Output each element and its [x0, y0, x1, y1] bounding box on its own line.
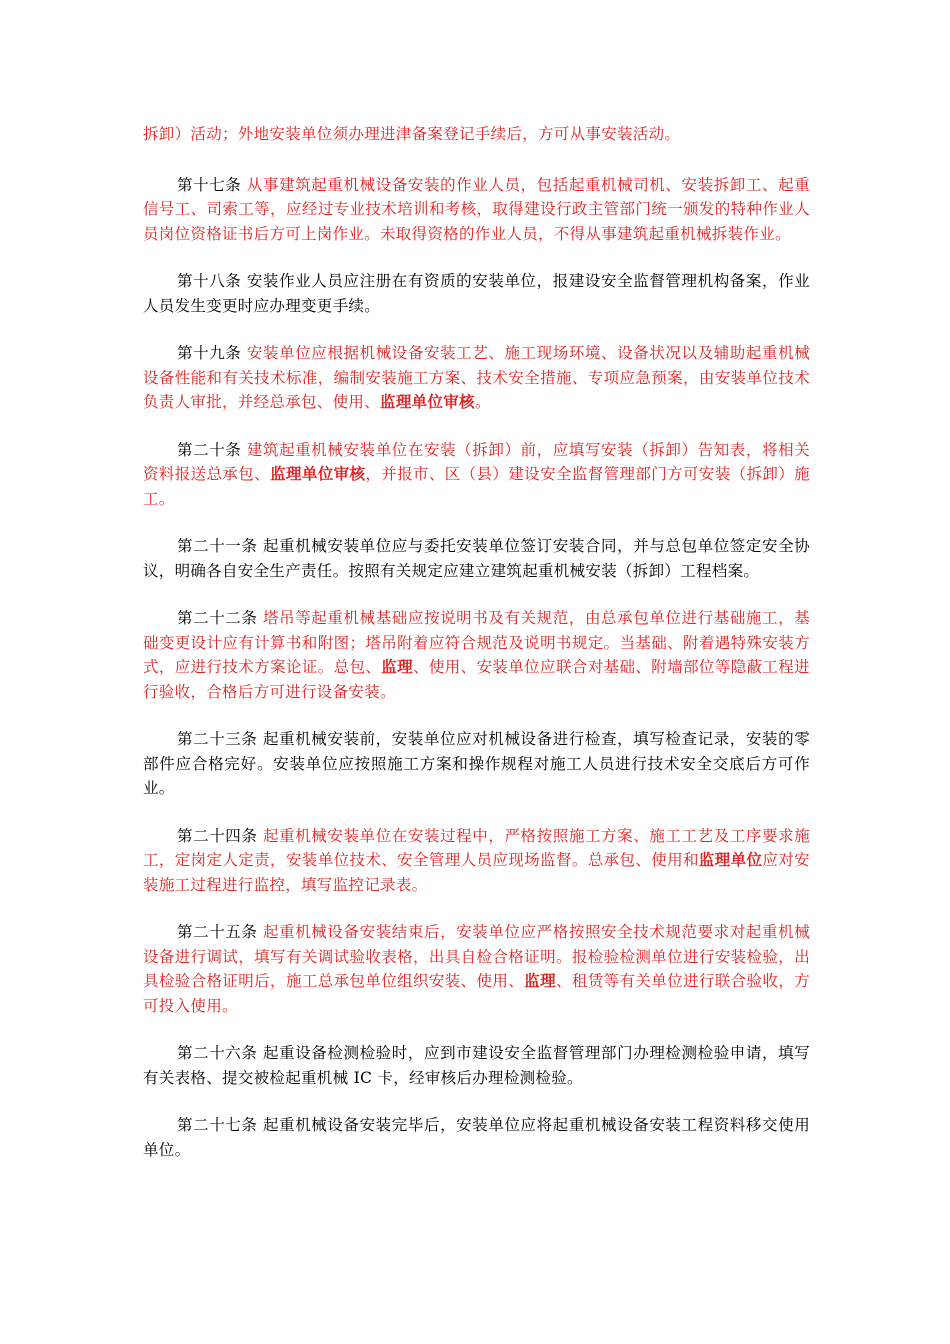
article-paragraph [143, 341, 810, 415]
paragraph-text: 第十九条 [177, 344, 247, 362]
article-paragraph [143, 606, 810, 704]
paragraph-text: 、租赁等有关单位进行联合验收，方可投入使用。 [143, 972, 810, 1015]
paragraph-text: 应对安装施工过程进行监控，填写监控记录表。 [143, 851, 810, 894]
highlighted-text: 监理单位审核 [380, 392, 475, 411]
paragraph-text: 从事建筑起重机械设备安装的作业人员，包括起重机械司机、安装拆卸工、起重信号工、司索工等，应经过专业技术培训和考核，取得建设行政主管部门统一颁发的特种作业人员岗位资格证书后方可上岗作业。未取得资格的作业人员，不得从事建筑起重机械拆装作业。 [143, 175, 810, 243]
paragraph-text: 拆卸）活动；外地安装单位须办理进津备案登记手续后，方可从事安装活动。 [143, 125, 681, 143]
paragraph-text: 安装单位应根据机械设备安装工艺、施工现场环境、设备状况以及辅助起重机械设备性能和有关技术标准，编制安装施工方案、技术安全措施、专项应急预案，由安装单位技术负责人审批，并经总承包、使用、 [143, 344, 810, 411]
document-page [143, 122, 810, 1185]
article-paragraph [143, 727, 810, 801]
article-paragraph [143, 122, 810, 147]
article-paragraph [143, 1041, 810, 1090]
highlighted-text: 监理单位审核 [270, 464, 366, 483]
paragraph-text: 起重机械安装单位在安装过程中，严格按照施工方案、施工工艺及工序要求施工，定岗定人定责，安装单位技术、安全管理人员应现场监督。总承包、使用和 [143, 826, 811, 869]
highlighted-text: 监理 [381, 657, 413, 676]
highlighted-text: 监理单位 [698, 850, 763, 869]
paragraph-text: 第二十四条 [177, 826, 264, 845]
paragraph-text: ，并报市、区（县）建设安全监督管理部门方可安装（拆卸）施工。 [143, 465, 810, 508]
paragraph-text: 第二十六条 起重设备检测检验时，应到市建设安全监督管理部门办理检测检验申请，填写有关表格、提交被检起重机械 IC 卡，经审核后办理检测检验。 [143, 1044, 810, 1087]
paragraph-text: 。 [474, 393, 491, 411]
article-paragraph [143, 920, 810, 1018]
paragraph-text: 第十八条 安装作业人员应注册在有资质的安装单位，报建设安全监督管理机构备案，作业人员发生变更时应办理变更手续。 [143, 272, 810, 315]
article-paragraph [143, 1113, 810, 1162]
paragraph-text: 第二十三条 起重机械安装前，安装单位应对机械设备进行检查，填写检查记录，安装的零部件应合格完好。安装单位应按照施工方案和操作规程对施工人员进行技术安全交底后方可作业。 [143, 730, 810, 797]
article-paragraph [143, 824, 810, 898]
paragraph-text: 第二十七条 起重机械设备安装完毕后，安装单位应将起重机械设备安装工程资料移交使用单位。 [143, 1116, 810, 1159]
article-paragraph [143, 534, 810, 583]
article-paragraph [143, 173, 810, 247]
paragraph-text: 塔吊等起重机械基础应按说明书及有关规范，由总承包单位进行基础施工，基础变更设计应有计算书和附图；塔吊附着应符合规范及说明书规定。当基础、附着遇特殊安装方式，应进行技术方案论证。总包、 [143, 609, 811, 676]
paragraph-text: 第二十二条 [177, 609, 264, 627]
paragraph-text: 、使用、安装单位应联合对基础、附墙部位等隐蔽工程进行验收，合格后方可进行设备安装。 [143, 658, 810, 701]
paragraph-text: 建筑起重机械安装单位在安装（拆卸）前，应填写安装（拆卸）告知表，将相关资料报送总承包、 [143, 440, 810, 483]
paragraph-text: 第二十条 [177, 440, 247, 459]
article-paragraph [143, 438, 810, 512]
paragraph-text: 第二十五条 [177, 923, 264, 941]
paragraph-text: 起重机械设备安装结束后，安装单位应严格按照安全技术规范要求对起重机械设备进行调试，填写有关调试验收表格，出具自检合格证明。报检验检测单位进行安装检验，出具检验合格证明后，施工总承包单位组织安装、使用、 [143, 923, 811, 990]
article-paragraph [143, 269, 810, 318]
paragraph-text: 第十七条 [177, 175, 247, 194]
paragraph-text: 第二十一条 起重机械安装单位应与委托安装单位签订安装合同，并与总包单位签定安全协议，明确各自安全生产责任。按照有关规定应建立建筑起重机械安装（拆卸）工程档案。 [143, 537, 810, 580]
highlighted-text: 监理 [524, 971, 556, 990]
